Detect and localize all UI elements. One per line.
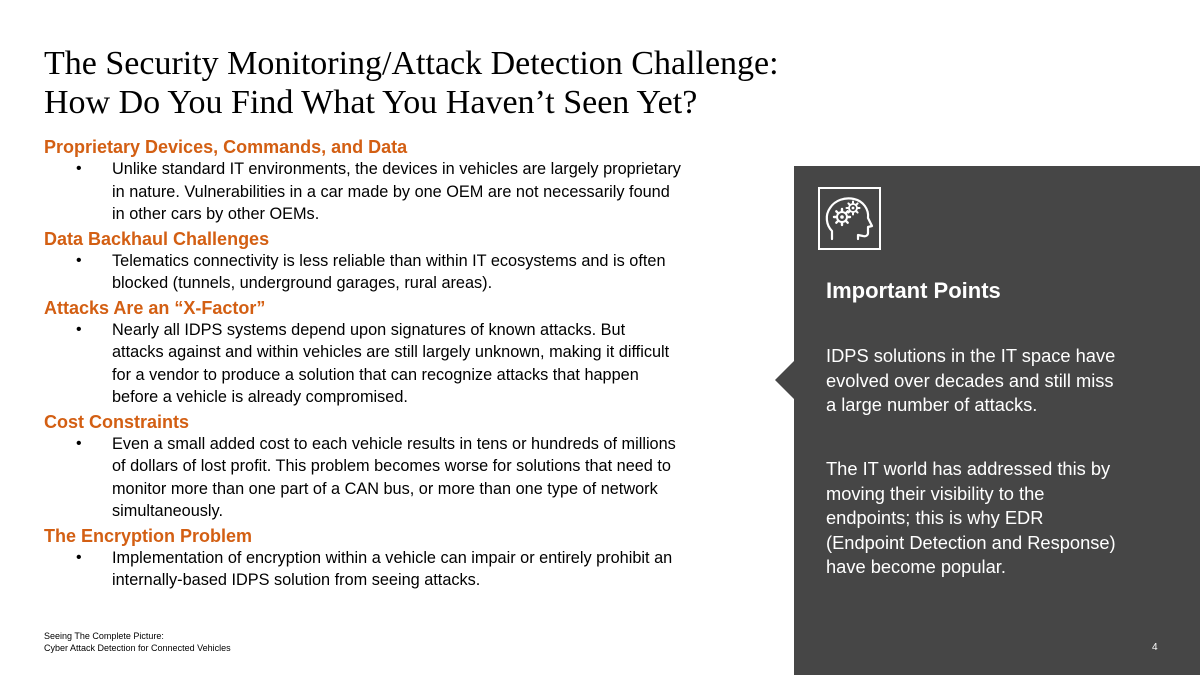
panel-heading: Important Points [826,278,1001,303]
panel-line: evolved over decades and still miss [826,369,1114,391]
bullet-line: before a vehicle is already compromised. [112,388,408,406]
section-data-backhaul [44,228,774,295]
bullet-item [44,433,764,523]
bullet-line: blocked (tunnels, underground garages, rural areas). [112,274,493,292]
challenge-list [44,136,774,594]
panel-pointer [775,361,794,399]
bullet-line: Nearly all IDPS systems depend upon signatures of known attacks. But [112,320,626,339]
section-cost-constraints [44,411,774,523]
panel-line: (Endpoint Detection and Response) [826,531,1116,553]
panel-paragraph-2 [826,457,1166,580]
important-points-panel [794,166,1200,675]
panel-paragraph-1 [826,344,1166,418]
footer-line-2: Cyber Attack Detection for Connected Vehicles [44,643,231,653]
bullet-line: of dollars of lost profit. This problem becomes worse for solutions that need to [112,457,671,475]
bullet-item [44,158,764,226]
section-heading: Data Backhaul Challenges [44,228,270,249]
section-heading: Attacks Are an “X-Factor” [44,297,266,318]
footer-line-1: Seeing The Complete Picture: [44,631,164,641]
title-line-1: The Security Monitoring/Attack Detection Challenge: [44,45,779,82]
bullet-icon: • [76,548,82,566]
bullet-icon: • [76,434,82,452]
bullet-line: attacks against and within vehicles are still largely unknown, making it difficult [112,343,670,361]
panel-line: The IT world has addressed this by [826,458,1111,479]
title-line-2: How Do You Find What You Haven’t Seen Yet? [44,84,698,121]
section-x-factor [44,297,774,409]
bullet-line: monitor more than one part of a CAN bus, or more than one type of network [112,479,658,498]
section-heading: The Encryption Problem [44,525,253,546]
head-gears-icon [818,187,881,250]
bullet-line: internally-based IDPS solution from seeing attacks. [112,571,481,589]
bullet-icon: • [76,320,82,338]
bullet-line: Implementation of encryption within a vehicle can impair or entirely prohibit an [112,548,673,567]
bullet-line: Unlike standard IT environments, the devices in vehicles are largely proprietary [112,160,681,178]
panel-line: a large number of attacks. [826,394,1038,415]
panel-line: moving their visibility to the [826,482,1045,504]
section-proprietary-devices [44,136,774,226]
panel-line: have become popular. [826,556,1006,577]
slide-title [44,44,804,122]
footer [44,630,231,654]
bullet-line: simultaneously. [112,502,224,520]
bullet-line: in other cars by other OEMs. [112,205,320,223]
bullet-line: Even a small added cost to each vehicle results in tens or hundreds of millions [112,434,676,453]
bullet-line: Telematics connectivity is less reliable than within IT ecosystems and is often [112,251,666,270]
bullet-line: for a vendor to produce a solution that can recognize attacks that happen [112,365,639,384]
section-encryption-problem [44,525,774,592]
panel-line: endpoints; this is why EDR [826,507,1044,528]
bullet-icon: • [76,251,82,269]
bullet-item [44,250,764,295]
page-number: 4 [1152,642,1158,653]
bullet-line: in nature. Vulnerabilities in a car made by one OEM are not necessarily found [112,182,670,201]
section-heading: Cost Constraints [44,411,190,432]
bullet-item [44,547,764,592]
bullet-icon: • [76,160,82,177]
bullet-item [44,319,764,409]
panel-line: IDPS solutions in the IT space have [826,345,1116,366]
section-heading: Proprietary Devices, Commands, and Data [44,137,408,157]
